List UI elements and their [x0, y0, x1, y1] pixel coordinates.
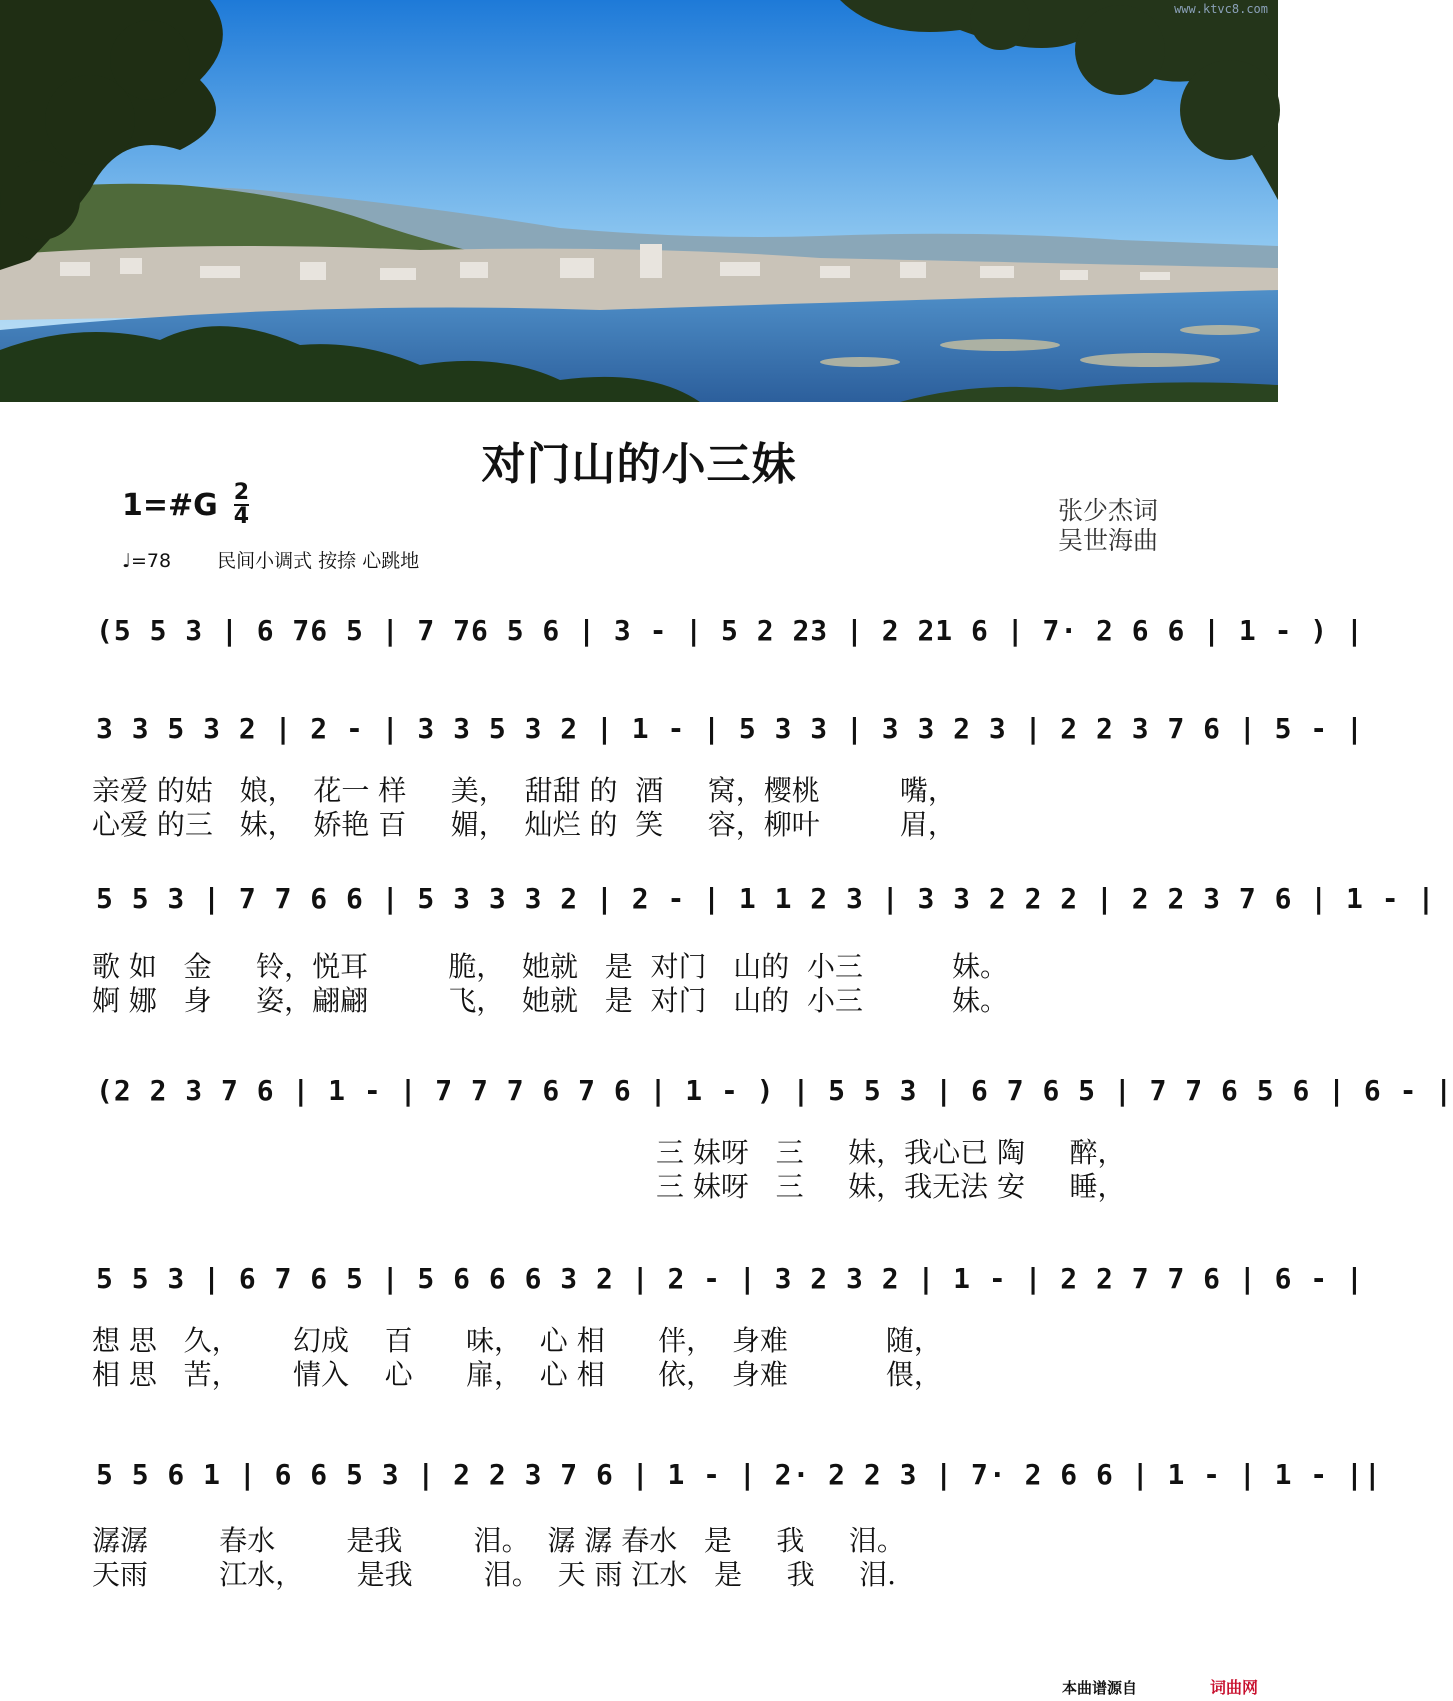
site-watermark: www.ktvc8.com — [1174, 2, 1268, 16]
source-label: 本曲谱源自 — [1062, 1679, 1138, 1697]
lyric-2-verse-2: 心爱 的三 妹， 娇艳 百 媚， 灿烂 的 笑 容，柳叶 眉， — [92, 808, 956, 841]
lyric-3-verse-1: 歌 如 金 铃，悦耳 脆， 她就 是 对门 山的 小三 妹。 — [92, 950, 1009, 983]
lyric-4-verse-1: 三 妹呀 三 妹，我心已 陶 醉， — [656, 1136, 1126, 1169]
key-signature — [122, 482, 249, 528]
lyric-5-verse-1: 想 思 久， 幻成 百 味， 心 相 伴， 身难 随， — [92, 1324, 942, 1357]
landscape-banner — [0, 0, 1278, 402]
score-line-4: (2 2 3 7 6 | 1 - | 7 7 7 6 7 6 | 1 - ) | 5 5 3 | 6 7 6 5 | 7 7 6 5 6 | 6 - | — [96, 1074, 1453, 1107]
lyricist: 张少杰词 — [1058, 496, 1159, 525]
lyric-3-verse-2: 婀 娜 身 姿，翩翩 飞， 她就 是 对门 山的 小三 妹。 — [92, 984, 1009, 1017]
score-line-3: 5 5 3 | 7 7 6 6 | 5 3 3 3 2 | 2 - | 1 1 2 3 | 3 3 2 2 2 | 2 2 3 7 6 | 1 - | — [96, 882, 1436, 915]
time-denominator: 4 — [233, 504, 250, 529]
song-title: 对门山的小三妹 — [481, 439, 797, 490]
lyric-5-verse-2: 相 思 苦， 情入 心 扉， 心 相 依， 身难 偎， — [92, 1358, 942, 1391]
score-line-5: 5 5 3 | 6 7 6 5 | 5 6 6 6 3 2 | 2 - | 3 2 3 2 | 1 - | 2 2 7 7 6 | 6 - | — [96, 1262, 1364, 1295]
style-direction: 民间小调式 按捺 心跳地 — [217, 550, 420, 572]
key-label: 1=#G — [122, 487, 218, 523]
score-line-6: 5 5 6 1 | 6 6 5 3 | 2 2 3 7 6 | 1 - | 2· 2 2 3 | 7· 2 6 6 | 1 - | 1 - || — [96, 1458, 1382, 1491]
score-line-1: (5 5 3 | 6 76 5 | 7 76 5 6 | 3 - | 5 2 23 | 2 21 6 | 7· 2 6 6 | 1 - ) | — [96, 614, 1364, 647]
lyric-4-verse-2: 三 妹呀 三 妹，我无法 安 睡， — [656, 1170, 1126, 1203]
lyric-6-verse-1: 潺潺 春水 是我 泪。 潺 潺 春水 是 我 泪。 — [92, 1524, 905, 1557]
lyric-6-verse-2: 天雨 江水， 是我 泪。 天 雨 江水 是 我 泪. — [92, 1558, 897, 1591]
time-numerator: 2 — [233, 480, 250, 505]
time-signature — [234, 482, 249, 528]
tempo-mark: ♩=78 — [122, 550, 172, 572]
credits — [1058, 496, 1158, 556]
site-name-link[interactable]: 词曲网 — [1210, 1678, 1259, 1697]
tempo-line — [122, 546, 419, 573]
lyric-2-verse-1: 亲爱 的姑 娘， 花一 样 美， 甜甜 的 酒 窝，樱桃 嘴， — [92, 774, 956, 807]
composer: 吴世海曲 — [1058, 526, 1159, 555]
score-line-2: 3 3 5 3 2 | 2 - | 3 3 5 3 2 | 1 - | 5 3 3 | 3 3 2 3 | 2 2 3 7 6 | 5 - | — [96, 712, 1364, 745]
